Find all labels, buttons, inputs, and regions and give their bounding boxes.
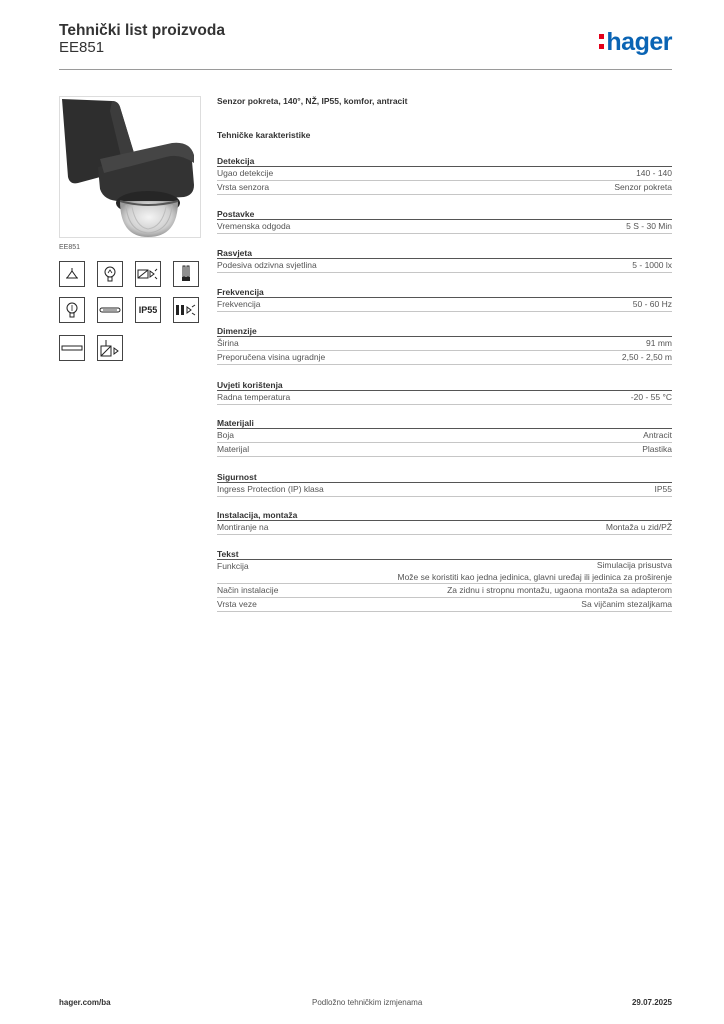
table-row	[217, 443, 672, 457]
row-value	[397, 560, 672, 583]
characteristics-title: Tehničke karakteristike	[217, 130, 311, 140]
row-value-line: Može se koristiti kao jedna jedinica, glavni uređaj ili jedinica za proširenje	[397, 571, 672, 582]
section-detekcija	[217, 156, 672, 195]
table-row	[217, 181, 672, 195]
section-title: Postavke	[217, 209, 672, 220]
row-value: 91 mm	[646, 338, 672, 348]
row-value: Antracit	[643, 430, 672, 440]
table-row	[217, 521, 672, 535]
row-label: Materijal	[217, 444, 250, 454]
section-title: Dimenzije	[217, 326, 672, 337]
row-label: Vremenska odgoda	[217, 221, 291, 231]
row-value: Plastika	[642, 444, 672, 454]
motor-load-icon	[97, 335, 123, 361]
document-title: Tehnički list proizvoda	[59, 22, 225, 39]
table-row	[217, 598, 672, 612]
section-title: Materijali	[217, 418, 672, 429]
section-tekst	[217, 549, 672, 612]
row-label: Frekvencija	[217, 299, 261, 309]
section-title: Rasvjeta	[217, 248, 672, 259]
section-dimenzije	[217, 326, 672, 365]
page-header	[59, 22, 672, 70]
table-row	[217, 560, 672, 584]
logo-text: hager	[606, 28, 672, 56]
table-row	[217, 483, 672, 497]
row-value: 140 - 140	[636, 168, 672, 178]
section-title: Instalacija, montaža	[217, 510, 672, 521]
row-value: Sa vijčanim stezaljkama	[581, 599, 672, 609]
table-row	[217, 351, 672, 365]
image-caption: EE851	[59, 244, 81, 251]
footer-date: 29.07.2025	[631, 998, 672, 1007]
row-value: 5 - 1000 lx	[632, 260, 672, 270]
section-frekvencija	[217, 287, 672, 312]
electronic-transformer-icon	[173, 297, 199, 323]
section-sigurnost	[217, 472, 672, 497]
fluorescent-tube-icon	[173, 261, 199, 287]
product-image	[59, 96, 201, 238]
section-instalacija	[217, 510, 672, 535]
row-label: Vrsta senzora	[217, 182, 270, 192]
section-rasvjeta	[217, 248, 672, 273]
section-title: Uvjeti korištenja	[217, 380, 672, 391]
row-label: Funkcija	[217, 561, 249, 571]
row-value: 50 - 60 Hz	[632, 299, 672, 309]
table-row	[217, 337, 672, 351]
row-label: Vrsta veze	[217, 599, 257, 609]
row-value: Senzor pokreta	[614, 182, 672, 192]
row-value: Za zidnu i stropnu montažu, ugaona montaža sa adapterom	[447, 585, 672, 595]
row-label: Širina	[217, 338, 239, 348]
row-label: Ingress Protection (IP) klasa	[217, 484, 324, 494]
table-row	[217, 584, 672, 598]
table-row	[217, 167, 672, 181]
section-title: Detekcija	[217, 156, 672, 167]
section-title: Frekvencija	[217, 287, 672, 298]
product-description: Senzor pokreta, 140°, NŽ, IP55, komfor, antracit	[217, 96, 408, 106]
row-label: Radna temperatura	[217, 392, 291, 402]
row-value-line: Simulacija prisustva	[596, 560, 672, 570]
fluorescent-lamp-icon	[97, 297, 123, 323]
section-title: Tekst	[217, 549, 672, 560]
table-row	[217, 298, 672, 312]
row-value: 5 S - 30 Min	[626, 221, 672, 231]
row-value: IP55	[654, 484, 672, 494]
row-label: Ugao detekcije	[217, 168, 274, 178]
incandescent-bulb-icon	[97, 261, 123, 287]
footer-website-link[interactable]: hager.com/ba	[59, 998, 111, 1007]
section-title: Sigurnost	[217, 472, 672, 483]
row-label: Boja	[217, 430, 235, 440]
linear-lamp-icon	[59, 335, 85, 361]
section-uvjeti-koristenja	[217, 380, 672, 405]
row-value: Montaža u zid/PŽ	[605, 522, 672, 532]
table-row	[217, 429, 672, 443]
row-value: -20 - 55 °C	[630, 392, 672, 402]
table-row	[217, 391, 672, 405]
ip-rating-icon	[135, 297, 161, 323]
logo-dots-icon	[599, 34, 604, 49]
table-row	[217, 220, 672, 234]
row-label: Montiranje na	[217, 522, 269, 532]
product-code: EE851	[59, 39, 105, 56]
row-value: 2,50 - 2,50 m	[621, 352, 672, 362]
row-label: Preporučena visina ugradnje	[217, 352, 326, 362]
table-row	[217, 259, 672, 273]
halogen-transformer-icon	[135, 261, 161, 287]
footer-notice: Podložno tehničkim izmjenama	[312, 998, 423, 1007]
section-postavke	[217, 209, 672, 234]
section-materijali	[217, 418, 672, 457]
row-label: Podesiva odzivna svjetlina	[217, 260, 317, 270]
ceiling-lamp-icon	[59, 261, 85, 287]
hager-logo[interactable]	[599, 28, 672, 57]
ip-rating-label: IP55	[138, 305, 158, 315]
led-bulb-icon	[59, 297, 85, 323]
row-label: Način instalacije	[217, 585, 279, 595]
